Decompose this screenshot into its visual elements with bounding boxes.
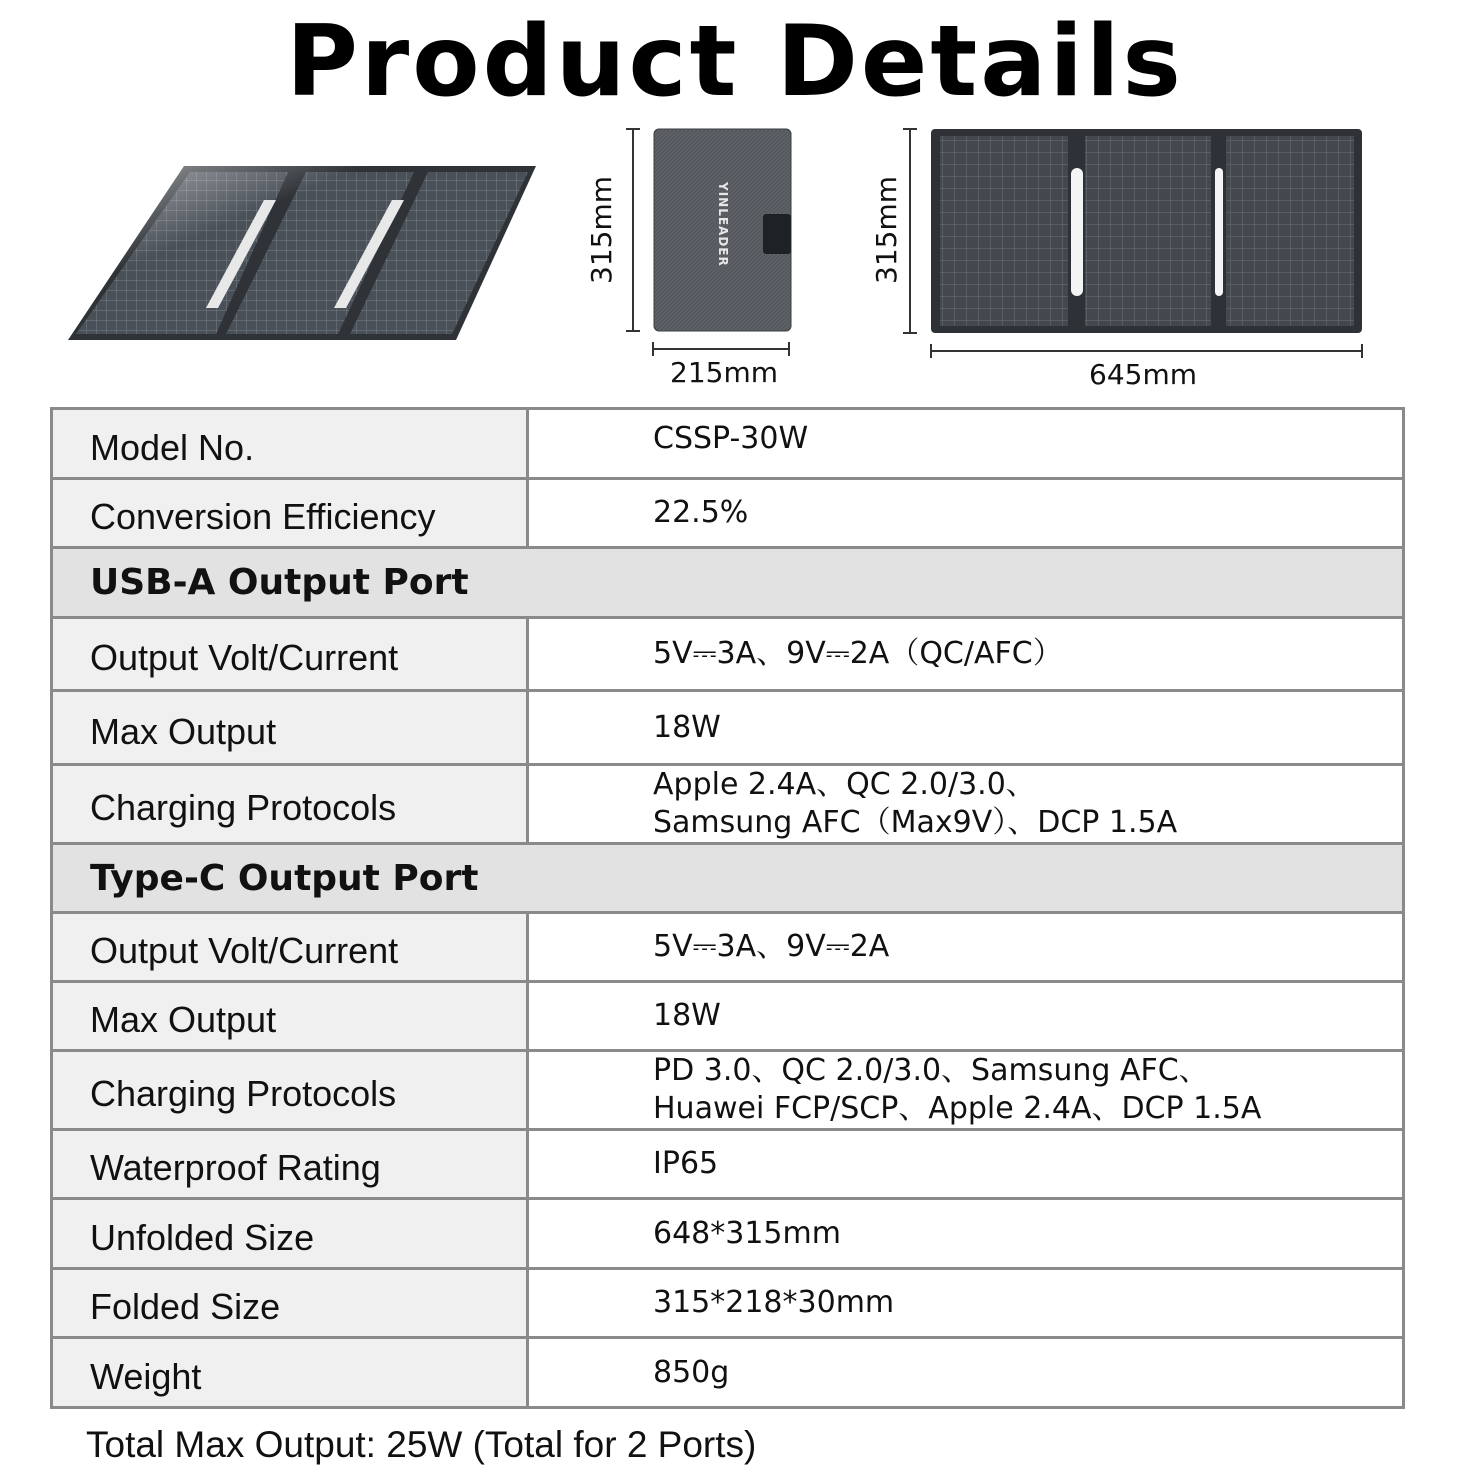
spec-value-usb-a-protocols (528, 765, 1404, 844)
spec-value-usb-a-volt-current: 5V⎓3A、9V⎓2A（QC/AFC） (528, 618, 1404, 691)
solar-panel-perspective-image (66, 160, 538, 345)
table-row (52, 982, 1404, 1051)
spec-value-folded-size: 315*218*30mm (528, 1269, 1404, 1338)
spec-value-type-c-max-output: 18W (528, 982, 1404, 1051)
folded-height-label: 315mm (585, 176, 618, 284)
unfolded-dimension-line-horizontal (930, 344, 1363, 358)
table-row (52, 1051, 1404, 1130)
table-row (52, 1338, 1404, 1408)
total-output-note: Total Max Output: 25W (Total for 2 Ports) (86, 1424, 757, 1465)
spec-value-weight: 850g (528, 1338, 1404, 1408)
folded-dimension-line-vertical (626, 128, 640, 332)
table-row (52, 913, 1404, 982)
spec-table (50, 407, 1405, 1409)
protocol-line: Samsung AFC（Max9V）、DCP 1.5A (653, 805, 1178, 840)
protocol-line: PD 3.0、QC 2.0/3.0、Samsung AFC、 (653, 1053, 1209, 1088)
table-row (52, 479, 1404, 548)
folded-width-label: 215mm (670, 356, 778, 389)
spec-label-usb-a-volt-current: Output Volt/Current (52, 618, 528, 691)
spec-label-weight: Weight (52, 1338, 528, 1408)
unfolded-height-label: 315mm (870, 176, 903, 284)
spec-label-usb-a-max-output: Max Output (52, 691, 528, 765)
unfolded-width-label: 645mm (1089, 358, 1197, 391)
unfolded-dimension-line-vertical (903, 128, 917, 334)
protocol-line: Huawei FCP/SCP、Apple 2.4A、DCP 1.5A (653, 1091, 1262, 1126)
spec-label-usb-a-protocols: Charging Protocols (52, 765, 528, 844)
spec-value-conversion-efficiency: 22.5% (528, 479, 1404, 548)
spec-value-usb-a-max-output: 18W (528, 691, 1404, 765)
table-row (52, 409, 1404, 479)
spec-label-model-no: Model No. (52, 409, 528, 479)
protocol-line: Apple 2.4A、QC 2.0/3.0、 (653, 767, 1036, 802)
spec-value-model-no: CSSP-30W (528, 409, 1404, 479)
table-row (52, 618, 1404, 691)
table-row (52, 765, 1404, 844)
spec-label-conversion-efficiency: Conversion Efficiency (52, 479, 528, 548)
spec-value-waterproof: IP65 (528, 1130, 1404, 1199)
table-row (52, 1130, 1404, 1199)
page-title: Product Details (286, 5, 1184, 119)
section-header-usb-a (52, 548, 1404, 618)
table-row (52, 1269, 1404, 1338)
section-title-type-c: Type-C Output Port (52, 844, 1404, 913)
solar-panel-unfolded-image (930, 128, 1363, 334)
spec-label-folded-size: Folded Size (52, 1269, 528, 1338)
spec-value-type-c-protocols (528, 1051, 1404, 1130)
folded-dimension-line-horizontal (652, 342, 790, 356)
solar-panel-folded-image (653, 128, 793, 333)
table-row (52, 691, 1404, 765)
spec-label-type-c-protocols: Charging Protocols (52, 1051, 528, 1130)
spec-label-waterproof: Waterproof Rating (52, 1130, 528, 1199)
section-header-type-c (52, 844, 1404, 913)
section-title-usb-a: USB-A Output Port (52, 548, 1404, 618)
spec-label-unfolded-size: Unfolded Size (52, 1199, 528, 1269)
spec-value-unfolded-size: 648*315mm (528, 1199, 1404, 1269)
spec-value-type-c-volt-current: 5V⎓3A、9V⎓2A (528, 913, 1404, 982)
spec-label-type-c-volt-current: Output Volt/Current (52, 913, 528, 982)
spec-label-type-c-max-output: Max Output (52, 982, 528, 1051)
brand-logo-text: YINLEADER (716, 182, 730, 267)
table-row (52, 1199, 1404, 1269)
